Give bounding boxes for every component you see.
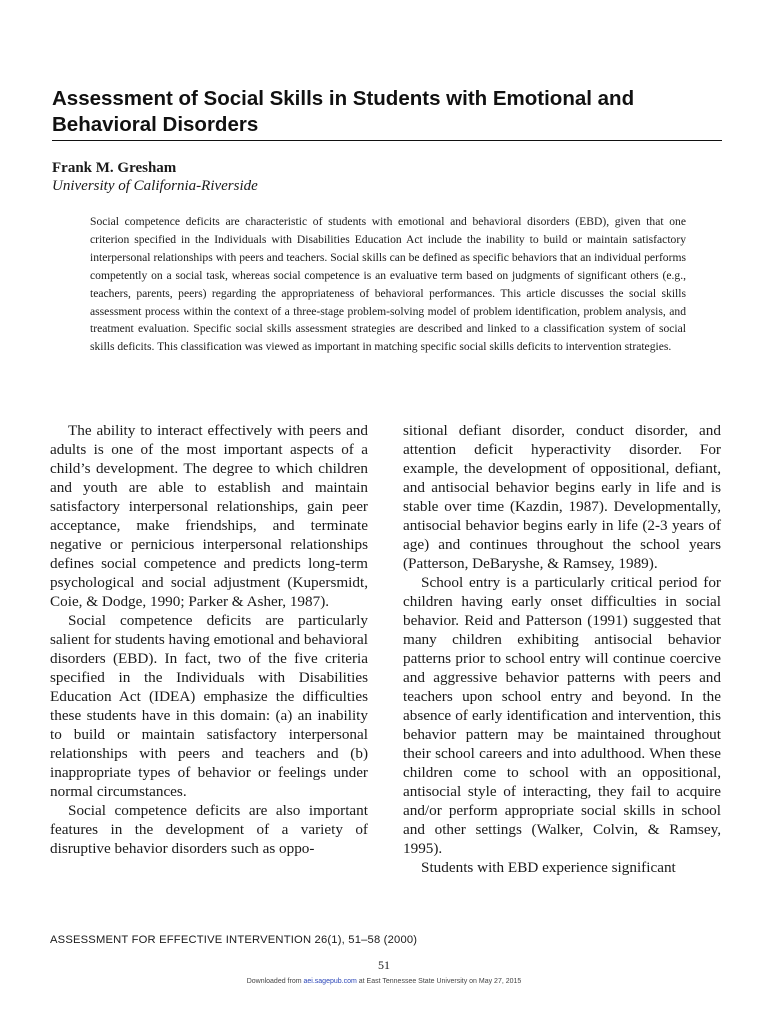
author-name: Frank M. Gresham	[52, 160, 177, 176]
body-paragraph: School entry is a particularly critical period for children having early onset difficulties in social behavior. Reid and Patterson (1991) suggested that many children exhibiting antisocial behavior patterns prior to school entry will continue coercive and aggressive behavior patterns with peers and teachers upon school entry and beyond. In the absence of early identification and intervention, this behavior pattern may be maintained throughout their school careers and into adulthood. When these children come to school with an oppositional, antisocial style of interacting, they fail to acquire and/or perform appropriate social skills in school and other settings (Walker, Colvin, & Ramsey, 1995).	[403, 574, 721, 857]
body-column-right	[403, 421, 721, 877]
download-link[interactable]: aei.sagepub.com	[303, 978, 357, 985]
download-notice	[0, 978, 768, 985]
journal-citation: ASSESSMENT FOR EFFECTIVE INTERVENTION 26(1), 51–58 (2000)	[50, 934, 418, 946]
body-paragraph: Students with EBD experience significant	[421, 859, 676, 876]
page-number: 51	[378, 958, 390, 972]
download-suffix: at East Tennessee State University on May 27, 2015	[356, 978, 522, 985]
download-prefix: Downloaded from	[246, 978, 304, 985]
body-column-left	[50, 421, 368, 858]
body-paragraph-continued: sitional defiant disorder, conduct disorder, and attention deficit hyperactivity disorder. For example, the development of oppositional, defiant, and antisocial behavior begins early in life and is stable over time (Kazdin, 1987). Developmentally, antisocial behavior begins early in life (2-3 years of age) and continues throughout the school years (Patterson, DeBaryshe, & Ramsey, 1989).	[403, 422, 721, 572]
article-title: Assessment of Social Skills in Students with Emotional and Behavioral Disorders	[52, 87, 635, 136]
author-affiliation: University of California-Riverside	[52, 178, 258, 194]
title-rule	[52, 140, 722, 141]
body-paragraph: The ability to interact effectively with peers and adults is one of the most important aspects of a child’s development. The degree to which children and youth are able to establish and maintain satisfactory interpersonal relationships, gain peer acceptance, make friendships, and terminate negative or pernicious interpersonal relationships defines social competence and predicts long-term psychological and social adjustment (Kupersmidt, Coie, & Dodge, 1990; Parker & Asher, 1987).	[50, 422, 368, 610]
body-paragraph: Social competence deficits are also important features in the development of a variety of disruptive behavior disorders such as oppo-	[50, 802, 368, 857]
body-paragraph: Social competence deficits are particularly salient for students having emotional and behavioral disorders (EBD). In fact, two of the five criteria specified in the Individuals with Disabilities Education Act (IDEA) emphasize the difficulties these students have in this domain: (a) an inability to build or maintain satisfactory interpersonal relationships with peers and teachers and (b) inappropriate types of behavior or feelings under normal circumstances.	[50, 612, 369, 800]
abstract: Social competence deficits are characteristic of students with emotional and behavioral disorders (EBD), given that one criterion specified in the Individuals with Disabilities Education Act include the inability to build or maintain satisfactory interpersonal relationships with peers and teachers. Social skills can be defined as specific behaviors that an individual performs competently on a social task, whereas social competence is an evaluative term based on judgments of significant others (e.g., teachers, parents, peers) regarding the appropriateness of behavioral performances. This article discusses the social skills assessment process within the context of a three-stage problem-solving model of problem identification, problem analysis, and treatment evaluation. Specific social skills assessment strategies are described and linked to a classification system of social skills deficits. This classification was viewed as important in matching specific social skills deficits to intervention strategies.	[90, 215, 686, 354]
